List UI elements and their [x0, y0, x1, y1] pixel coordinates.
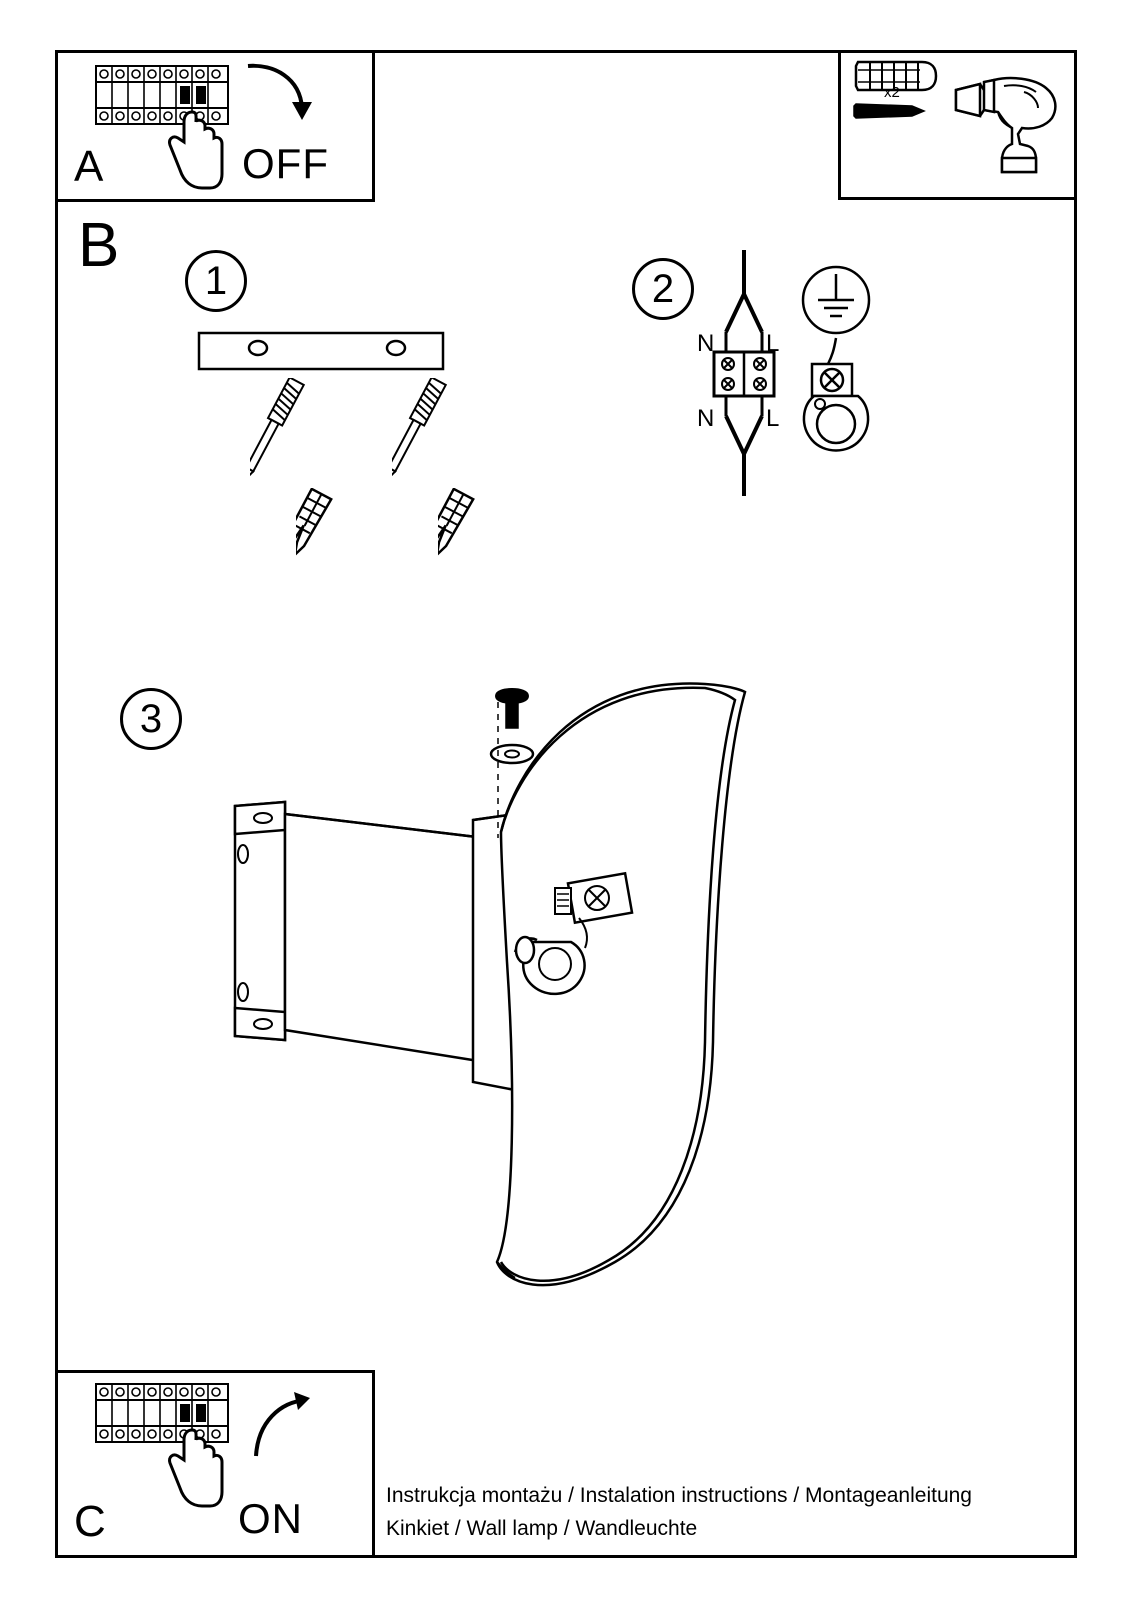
- section-c-letter: C: [74, 1497, 106, 1546]
- wall-lamp-assembly-icon: [215, 662, 775, 1302]
- hand-pointing-icon: [160, 1426, 230, 1514]
- wall-anchor-icon: [296, 488, 362, 564]
- step-2-number: 2: [632, 258, 694, 320]
- step-3-number: 3: [120, 688, 182, 750]
- terminal-label-n-top: N: [697, 330, 715, 357]
- terminal-label-n-bottom: N: [697, 405, 715, 432]
- footer-title-line2: Kinkiet / Wall lamp / Wandleuchte: [386, 1517, 698, 1540]
- terminal-block-icon: [700, 248, 790, 498]
- step-1-number: 1: [185, 250, 247, 312]
- lamp-holder-icon: [796, 336, 888, 466]
- wall-anchor-icon: [438, 488, 504, 564]
- arrow-up-icon: [236, 1378, 316, 1462]
- terminal-label-l-bottom: L: [766, 405, 780, 432]
- arrow-down-icon: [240, 58, 320, 136]
- footer-title-line1: Instrukcja montażu / Instalation instructions / Montageanleitung: [386, 1484, 972, 1507]
- hand-pointing-icon: [160, 108, 230, 196]
- earth-ground-symbol-icon: [798, 262, 874, 338]
- section-b-letter: B: [78, 211, 120, 280]
- section-a-letter: A: [74, 142, 104, 191]
- screw-icon: [850, 100, 928, 122]
- power-drill-icon: [950, 60, 1070, 182]
- section-c-action-label: ON: [238, 1495, 303, 1542]
- mounting-bracket-icon: [196, 330, 446, 376]
- tools-quantity-label: x2: [884, 84, 900, 101]
- terminal-label-l-top: L: [766, 330, 780, 357]
- section-a-action-label: OFF: [242, 140, 329, 187]
